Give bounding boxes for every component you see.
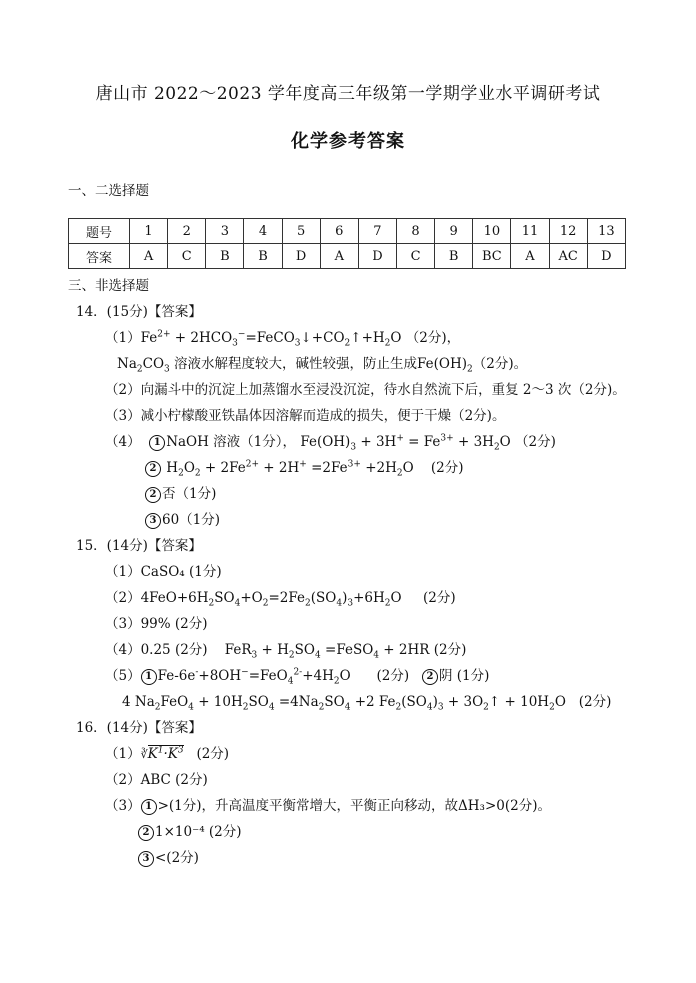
table-cell: 7 [358, 219, 396, 244]
page-title: 唐山市 2022～2023 学年度高三年级第一学期学业水平调研考试 [95, 84, 601, 104]
q14-part4b: 2 $H_2O_2 + 2Fe^{2+} + 2H^+ =2Fe^{3+} +2H_2O$ (2分) [145, 459, 463, 477]
table-cell: 13 [587, 219, 625, 244]
q14-part1-line1: $(1)Fe^{2+}$ + $2HCO_3^-=FeCO_3↓+CO_2↑+H_2O$ （2分)， [105, 329, 461, 349]
circle-number-icon: 3 [145, 513, 161, 529]
table-cell: C [168, 244, 206, 269]
table-cell: D [587, 244, 625, 269]
page-subtitle: 化学参考答案 [291, 131, 405, 152]
table-cell: A [511, 244, 549, 269]
table-cell: 5 [282, 219, 320, 244]
circle-number-icon: 2 [422, 669, 438, 685]
circle-number-icon: 1 [149, 435, 165, 451]
q15-part5-equation: 4 $Na_2FeO_4 + 10H_2SO_4 =4Na_2SO_4 +2$ $Fe_2(SO_4)_3$ + $3O_2↑ + 10H_2O$ (2分) [122, 694, 612, 713]
table-cell: 9 [435, 219, 473, 244]
table-cell: 6 [320, 219, 358, 244]
table-cell: C [396, 244, 434, 269]
table-cell: 4 [244, 219, 282, 244]
table-cell: A [130, 244, 168, 269]
section-heading-choice: 一、二选择题 [68, 183, 149, 199]
q15-part4: （4）0.25 (2分) $FeR_3 + H_2SO_4$ =FeSO$_4$ + 2HR (2分) [105, 642, 467, 661]
table-cell: B [244, 244, 282, 269]
table-cell: 8 [396, 219, 434, 244]
table-cell: 1 [130, 219, 168, 244]
section-heading-nonchoice: 三、非选择题 [68, 278, 149, 294]
table-cell: 12 [549, 219, 587, 244]
q16-part3c: 3 <(2分) [138, 849, 199, 867]
circle-number-icon: 1 [141, 799, 157, 815]
circle-number-icon: 2 [138, 825, 154, 841]
table-cell: 2 [168, 219, 206, 244]
q16-part3b: 2 1×10⁻⁴ (2分) [138, 823, 242, 841]
q15-part5: （5） 1 $Fe-6e^-+8OH^-=FeO_4^{2-}+4H_2O$ (2分) 2 阴 (1分) [105, 667, 490, 687]
q14-part4c: 2 否（1分) [145, 485, 216, 503]
q14-part4a: （4） 1 NaOH 溶液（1分）， $Fe(OH)_3 + 3H^+ = Fe^{3+} + 3H_2O$ （2分) [105, 433, 556, 453]
q16-part3a: （3） 1 >(1分)，升高温度平衡常增大，平衡正向移动，故ΔH₃>0(2分)。 [105, 798, 551, 814]
q14-header: 14．(15分)【答案】 [76, 304, 202, 320]
table-cell: 3 [206, 219, 244, 244]
table-cell: B [206, 244, 244, 269]
q15-part2: $(2)4FeO+6H_2SO_4+O_2=2Fe_2(SO_4)_3+6H_2O$ (2分) [105, 590, 456, 609]
table-cell: AC [549, 244, 587, 269]
q14-part4d: 3 60（1分) [145, 511, 220, 529]
table-cell: A [320, 244, 358, 269]
answer-table [68, 218, 626, 269]
table-cell: BC [473, 244, 511, 269]
q16-part1: $(1)∛K^1\cdot K^3$ (2分) [105, 745, 230, 762]
table-cell: B [435, 244, 473, 269]
circle-number-icon: 2 [145, 487, 161, 503]
q16-part2: （2）ABC (2分) [105, 772, 208, 788]
q15-part3: （3）99% (2分) [105, 616, 208, 632]
table-cell: 11 [511, 219, 549, 244]
circle-number-icon: 3 [138, 851, 154, 867]
table-row-numbers [69, 219, 626, 244]
table-row-answers [69, 244, 626, 269]
q14-part3: （3）减小柠檬酸亚铁晶体因溶解而造成的损失，便于干燥（2分)。 [105, 408, 506, 424]
q14-part2: （2）向漏斗中的沉淀上加蒸馏水至浸没沉淀，待水自然流下后，重复 2～3 次（2分)。 [105, 382, 626, 398]
circle-number-icon: 1 [141, 669, 157, 685]
table-header-label: 题号 [69, 219, 130, 244]
table-cell: D [358, 244, 396, 269]
table-cell: D [282, 244, 320, 269]
q16-header: 16．(14分)【答案】 [76, 720, 202, 736]
q15-header: 15．(14分)【答案】 [76, 538, 202, 554]
q15-part1: （1）CaSO₄ (1分) [105, 564, 222, 580]
table-answer-label: 答案 [69, 244, 130, 269]
circle-number-icon: 2 [145, 461, 161, 477]
table-cell: 10 [473, 219, 511, 244]
q14-part1-line2: $Na_2CO_3$ 溶液水解程度较大，碱性较强，防止生成$Fe(OH)_2(2$分)。 [117, 356, 528, 375]
